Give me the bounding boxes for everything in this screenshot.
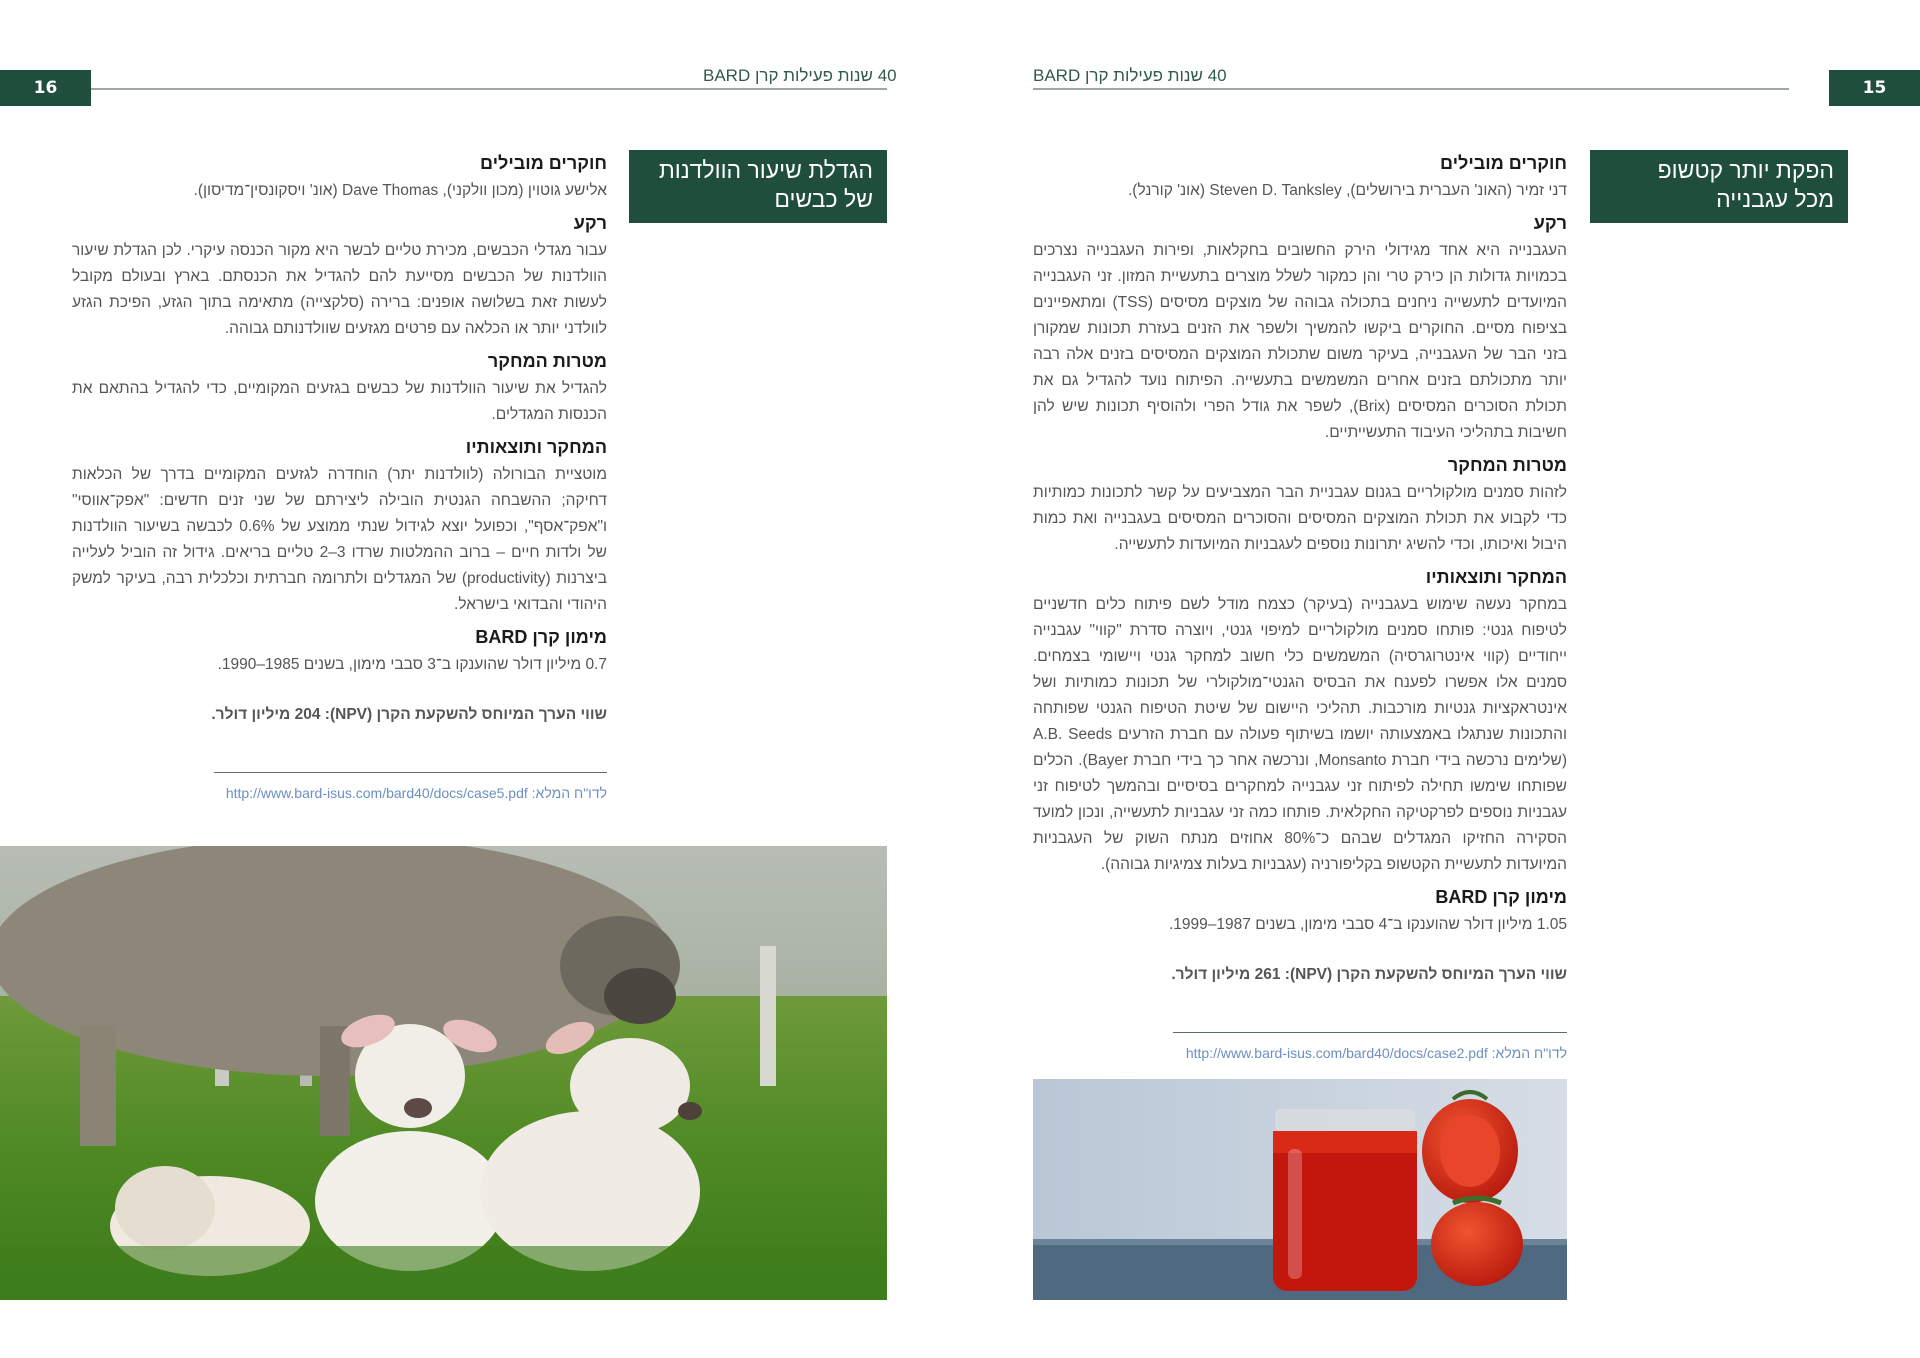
- lambs-photo: [0, 846, 887, 1300]
- header-rule: [1033, 88, 1789, 90]
- title-line-1: הפקת יותר קטשופ: [1657, 157, 1834, 183]
- section-text-background: עבור מגדלי הכבשים, מכירת טליים לבשר היא מקור הכנסה עיקרי. לכן הגדלת שיעור הוולדנות של הכבשים מסייעת להם להגדיל את הכנסתם. בארץ ובעולם מקובל לעשות זאת בשלושה אופנים: ברירה (סלקצייה) מתאימה בתוך הגזע, הפיכת הגזע לוולדני יותר או הכלאה עם פרטים מגזעים שוולדנותם גבוהה.: [72, 242, 607, 337]
- section-heading-goals: מטרות המחקר: [1447, 455, 1567, 475]
- title-line-1: הגדלת שיעור הוולדנות: [658, 157, 873, 183]
- running-head: 40 שנות פעילות קרן BARD: [703, 66, 897, 85]
- section-heading-goals: מטרות המחקר: [487, 351, 607, 371]
- page-number: 15: [1829, 70, 1920, 106]
- section-heading-funding: מימון קרן BARD: [475, 627, 607, 647]
- section-text-results: במחקר נעשה שימוש בעגבנייה (בעיקר) כצמח מודל לשם פיתוח כלים חדשניים לטיפוח גנטי: פותחו סמנים מולקולריים למיפוי גנטי, ויוצרה סדרת "קווי" עגבנייה ייחודיים (קווי אינטרוגרסיה) המשמשים כלי חשוב למחקר גנטי ויישומי בצמחים. סמנים אלו אפשרו לפענח את הבסיס הגנטי־מולקולרי של תכונות כמותיות ושל אינטראקציות גנטיות מורכבות. תהליכי היישום של שיטת הטיפוח הגנטי שפותחה והתכונות שנתגלו באמצעותה יושמו בשיתוף פעולה עם חברת הזרעים A.B. Seeds (שלימים נרכשה בידי חברת Monsanto, ונרכשה אחר כך בידי חברת Bayer). הכלים שפותחו שימשו תחילה לפיתוח זני עגבנייה למחקרים בסיסיים ובהמשך לטיפוח זני עגבניות נוספים לפרקטיקה החקלאית. פותחו כמה זני עגבניות לתעשייה, ונכון למועד הסקירה החזיקו המגדלים שבהם כ־80% אחוזים מנתח השוק של העגבניות המיועדות לתעשיית הקטשופ בקליפורניה (עגבניות בעלות צמיגיות גבוהה).: [1033, 596, 1567, 873]
- section-heading-background: רקע: [1533, 213, 1567, 233]
- title-line-2: מכל עגבנייה: [1716, 186, 1834, 212]
- report-link[interactable]: [214, 783, 607, 803]
- section-text-goals: לזהות סמנים מולקולריים בגנום עגבניית הבר המצביעים על קשר לתכונות כמותיות כדי לקבוע את תכולת המוצקים המסיסים והסוכרים המסיסים בעגבנייה ואת כמות היבול ואיכותו, וכדי להשיג יתרונות נוספים לעגבניות המיועדות לתעשייה.: [1033, 484, 1567, 553]
- header-rule: [91, 88, 887, 90]
- section-text-funding: 0.7 מיליון דולר שהוענקו ב־3 סבבי מימון, בשנים 1985–1990.: [217, 656, 607, 673]
- footer-rule: [1173, 1032, 1567, 1033]
- article-body: [72, 148, 607, 803]
- article-title: [629, 150, 887, 223]
- report-link-url[interactable]: http://www.bard-isus.com/bard40/docs/case2.pdf: [1185, 1045, 1488, 1061]
- running-head: 40 שנות פעילות קרן BARD: [1033, 66, 1227, 85]
- footer-rule: [214, 772, 607, 773]
- ketchup-photo: [1033, 1079, 1567, 1300]
- section-heading-results: המחקר ותוצאותיו: [1425, 567, 1567, 587]
- section-heading-background: רקע: [573, 213, 607, 233]
- section-heading-researchers: חוקרים מובילים: [1440, 153, 1567, 173]
- section-text-background: העגבנייה היא אחד מגידולי הירק החשובים בחקלאות, ופירות העגבנייה נצרכים בכמויות גדולות הן כירק טרי והן כמקור לשלל מוצרים בתעשיית המזון. זני העגבנייה המיועדים לתעשייה ניחנים בתכולה גבוהה של מוצקים מסיסים (TSS) ומתאפיינים בציפוח מסיים. החוקרים ביקשו להמשיך ולשפר את הזנים בעזרת תכונות שמקורן בזני הבר של העגבנייה, בעיקר משום שתכולת המוצקים המסיסים בזנים אלה רבה יותר מתכולתם בזנים אחרים המשמשים בתעשייה. הפיתוח נועד להגדיל גם את תכולת הסוכרים המסיסים (Brix), לשפר את גודל הפרי ולהוסיף תכונות שיש להן חשיבות בתהליכי העיבוד התעשייתיים.: [1033, 242, 1568, 441]
- section-text-researchers: דני זמיר (האונ' העברית בירושלים), Steven D. Tanksley (אונ' קורנל).: [1127, 182, 1567, 199]
- report-link-label: לדו"ח המלא:: [531, 785, 607, 801]
- report-link[interactable]: [1173, 1043, 1567, 1063]
- section-heading-results: המחקר ותוצאותיו: [465, 437, 607, 457]
- section-text-goals: להגדיל את שיעור הוולדנות של כבשים בגזעים המקומיים, כדי להגדיל בהתאם את הכנסות המגדלים.: [72, 380, 607, 423]
- npv-statement: שווי הערך המיוחס להשקעת הקרן (NPV): 204 מיליון דולר.: [211, 706, 607, 723]
- article-title: [1590, 150, 1848, 223]
- section-heading-funding: מימון קרן BARD: [1435, 887, 1567, 907]
- section-heading-researchers: חוקרים מובילים: [480, 153, 607, 173]
- article-body: [1033, 148, 1567, 1063]
- npv-statement: שווי הערך המיוחס להשקעת הקרן (NPV): 261 מיליון דולר.: [1171, 966, 1567, 983]
- report-link-url[interactable]: http://www.bard-isus.com/bard40/docs/case5.pdf: [225, 785, 528, 801]
- title-line-2: של כבשים: [774, 186, 873, 212]
- section-text-funding: 1.05 מיליון דולר שהוענקו ב־4 סבבי מימון, בשנים 1987–1999.: [1168, 916, 1567, 933]
- report-link-label: לדו"ח המלא:: [1491, 1045, 1567, 1061]
- section-text-researchers: אלישע גוטוין (מכון וולקני), Dave Thomas (אונ' ויסקונסין־מדיסון).: [193, 182, 607, 199]
- page-number: 16: [0, 70, 91, 106]
- section-text-results: מוטציית הבורולה (לוולדנות יתר) הוחדרה לגזעים המקומיים בדרך של הכלאות דחיקה; ההשבחה הגנטית הובילה ליצירתם של שני זנים חדשים: "אפק־אווסי" ו"אפק־אסף", וכפועל יוצא לגידול שנתי ממוצע של 0.6% לכבשה בשיעור הוולדנות של ולדות חיים – ברוב ההמלטות שרדו 3–2 טליים בריאים. גידול זה הוביל לעלייה ביצרנות (productivity) של המגדלים ולתרומה חברתית וכלכלית רבה, בעיקר למשק היהודי והבדואי בישראל.: [72, 466, 608, 613]
- page-15: [960, 0, 1920, 1358]
